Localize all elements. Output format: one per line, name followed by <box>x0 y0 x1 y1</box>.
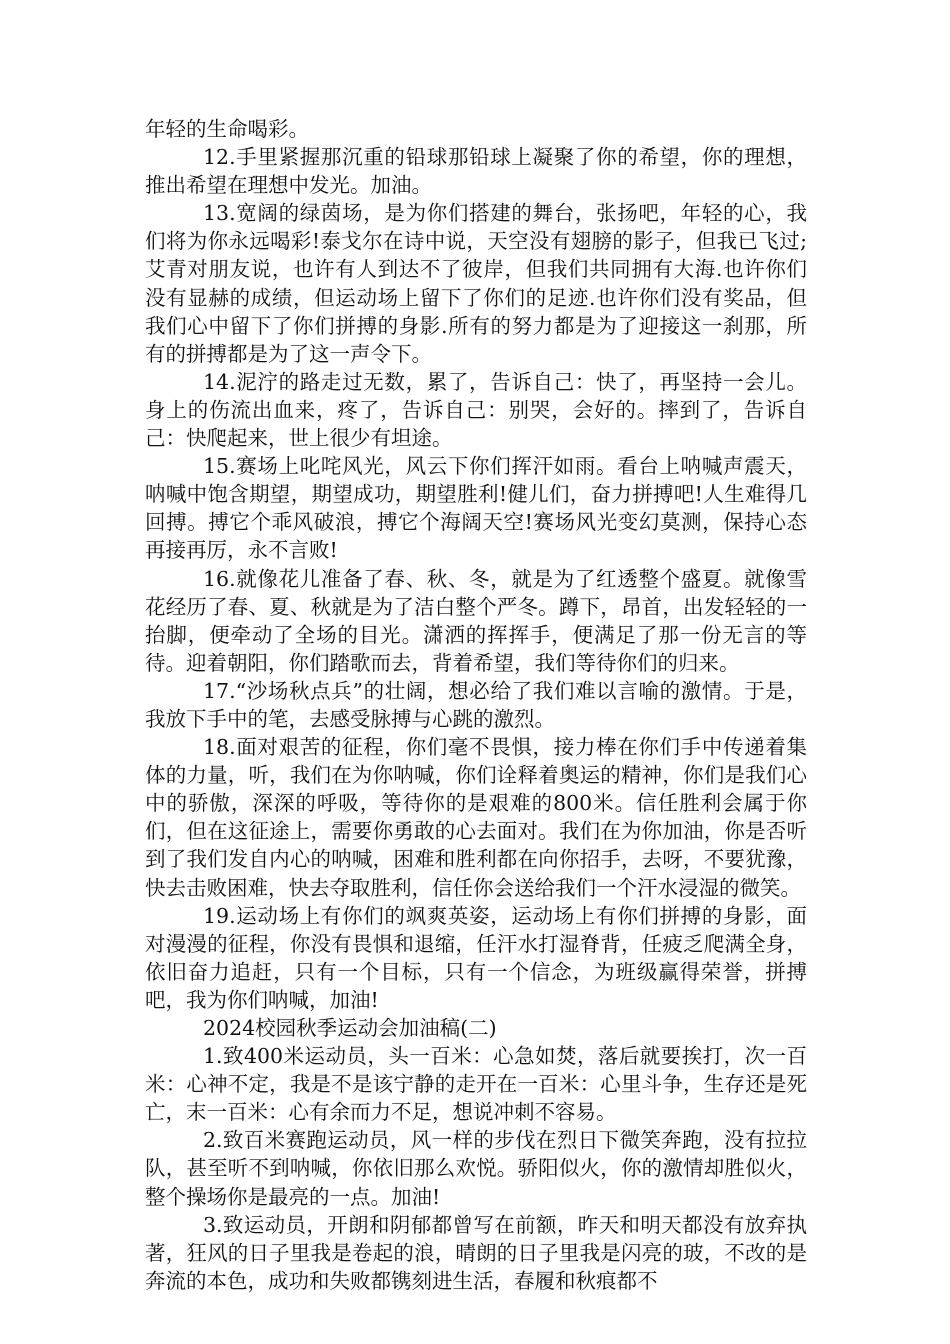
paragraph-item-2: 2.致百米赛跑运动员，风一样的步伐在烈日下微笑奔跑，没有拉拉队，甚至听不到呐喊，你依旧那么欢悦。骄阳似火，你的激情却胜似火，整个操场你是最亮的一点。加油! <box>145 1128 807 1209</box>
paragraph-item-15: 15.赛场上叱咤风光，风云下你们挥汗如雨。看台上呐喊声震天，呐喊中饱含期望，期望成功，期望胜利!健儿们，奋力拼搏吧!人生难得几回搏。搏它个乖风破浪，搏它个海阔天空!赛场风光变幻莫测，保持心态再接再厉，永不言败! <box>145 454 807 563</box>
paragraph-item-1: 1.致400米运动员，头一百米：心急如焚，落后就要挨打，次一百米：心神不定，我是不是该宁静的走开在一百米：心里斗争，生存还是死亡，末一百米：心有余而力不足，想说冲刺不容易。 <box>145 1044 807 1125</box>
paragraph-item-14: 14.泥泞的路走过无数，累了，告诉自己：快了，再坚持一会儿。身上的伤流出血来，疼了，告诉自己：别哭，会好的。摔到了，告诉自己：快爬起来，世上很少有坦途。 <box>145 369 807 451</box>
paragraph-item-19: 19.运动场上有你们的飒爽英姿，运动场上有你们拼搏的身影，面对漫漫的征程，你没有畏惧和退缩，任汗水打湿脊背，任疲乏爬满全身，依旧奋力追赶，只有一个目标，只有一个信念，为班级赢得荣誉，拼搏吧，我为你们呐喊，加油! <box>145 903 807 1012</box>
paragraph-item-3: 3.致运动员，开朗和阴郁都曾写在前额，昨天和明天都没有放弃执著，狂风的日子里我是卷起的浪，晴朗的日子里我是闪亮的玻，不改的是奔流的本色，成功和失败都镌刻进生活，春履和秋痕都不 <box>145 1212 807 1293</box>
paragraph-item-16: 16.就像花儿准备了春、秋、冬，就是为了红透整个盛夏。就像雪花经历了春、夏、秋就是为了洁白整个严冬。蹲下，昂首，出发轻轻的一抬脚，便牵动了全场的目光。潇洒的挥挥手，便满足了那一份无言的等待。迎着朝阳，你们踏歌而去，背着希望，我们等待你们的归来。 <box>145 566 807 675</box>
paragraph-item-18: 18.面对艰苦的征程，你们毫不畏惧，接力棒在你们手中传递着集体的力量，听，我们在为你呐喊，你们诠释着奥运的精神，你们是我们心中的骄傲，深深的呼吸，等待你的是艰难的800米。信任胜利会属于你们，但在这征途上，需要你勇敢的心去面对。我们在为你加油，你是否听到了我们发自内心的呐喊，困难和胜利都在向你招手，去呀，不要犹豫，快去击败困难，快去夺取胜利，信任你会送给我们一个汗水浸湿的微笑。 <box>145 735 807 900</box>
paragraph-item-13: 13.宽阔的绿茵场，是为你们搭建的舞台，张扬吧，年轻的心，我们将为你永远喝彩!泰戈尔在诗中说，天空没有翅膀的影子，但我已飞过;艾青对朋友说，也许有人到达不了彼岸，但我们共同拥有大海.也许你们没有显赫的成绩，但运动场上留下了你们的足迹.也许你们没有奖品，但我们心中留下了你们拼搏的身影.所有的努力都是为了迎接这一刹那，所有的拼搏都是为了这一声令下。 <box>145 201 807 366</box>
document-page <box>145 115 807 1295</box>
paragraph-item-17: 17.“沙场秋点兵”的壮阔，想必给了我们难以言喻的激情。于是，我放下手中的笔，去感受脉搏与心跳的激烈。 <box>145 678 807 731</box>
paragraph-continuation: 年轻的生命喝彩。 <box>145 117 309 141</box>
paragraph-item-12: 12.手里紧握那沉重的铅球那铅球上凝聚了你的希望，你的理想，推出希望在理想中发光。加油。 <box>145 145 807 198</box>
section-heading: 2024校园秋季运动会加油稿(二) <box>203 1016 497 1040</box>
